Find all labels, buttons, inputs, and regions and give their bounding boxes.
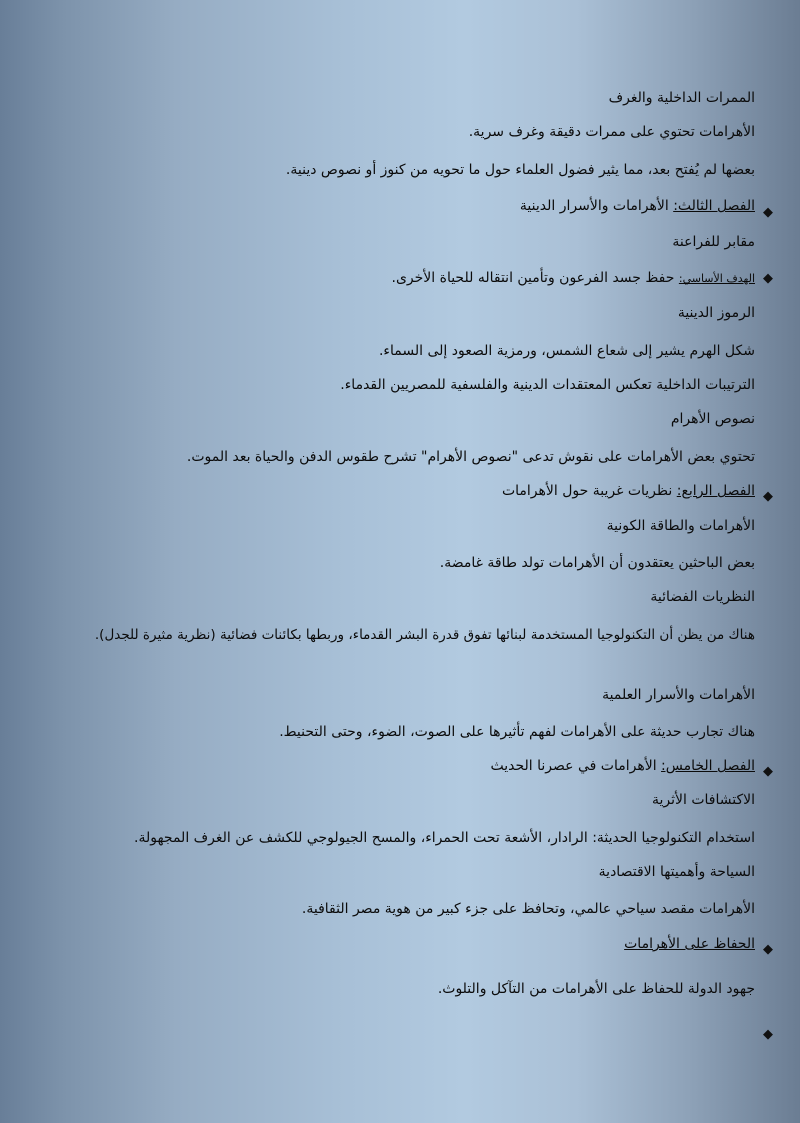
- chapter-heading-text: نظريات غريبة حول الأهرامات: [501, 483, 677, 499]
- main-goal-line: [55, 265, 755, 292]
- preservation-heading-label: الحفاظ على الأهرامات: [624, 936, 755, 952]
- main-goal-text: حفظ جسد الفرعون وتأمين انتقاله للحياة الأخرى.: [391, 270, 679, 286]
- chapter-heading-five: [55, 753, 755, 779]
- chapter-heading-label: الفصل الخامس:: [661, 758, 755, 774]
- chapter-heading-text: الأهرامات والأسرار الدينية: [519, 198, 674, 214]
- diamond-bullet-icon: [763, 492, 773, 502]
- section-heading-preservation: [55, 931, 755, 957]
- main-goal-label: الهدف الأساسي:: [678, 272, 755, 285]
- paragraph-line: الأهرامات تحتوي على ممرات دقيقة وغرف سرية.: [468, 124, 755, 140]
- paragraph-line: بعض الباحثين يعتقدون أن الأهرامات تولد طاقة غامضة.: [439, 555, 755, 571]
- section-title-pyramid-texts: نصوص الأهرام: [670, 411, 755, 427]
- chapter-heading-label: الفصل الثالث:: [673, 198, 755, 214]
- section-title-cosmic-energy: الأهرامات والطاقة الكونية: [606, 518, 755, 534]
- diamond-bullet-icon: [763, 208, 773, 218]
- diamond-bullet-icon: [763, 945, 773, 955]
- section-title-discoveries: الاكتشافات الأثرية: [651, 792, 755, 808]
- paragraph-line: استخدام التكنولوجيا الحديثة: الرادار، الأشعة تحت الحمراء، والمسح الجيولوجي للكشف عن الغرف المجهولة.: [134, 830, 755, 846]
- paragraph-line: بعضها لم يُفتح بعد، مما يثير فضول العلماء حول ما تحويه من كنوز أو نصوص دينية.: [285, 162, 755, 178]
- paragraph-line: الأهرامات مقصد سياحي عالمي، وتحافظ على جزء كبير من هوية مصر الثقافية.: [301, 901, 755, 917]
- diamond-bullet-icon: [763, 767, 773, 777]
- section-title-alien-theories: النظريات الفضائية: [650, 589, 755, 605]
- chapter-heading-four: [55, 478, 755, 504]
- section-title-tourism: السياحة وأهميتها الاقتصادية: [598, 864, 755, 880]
- paragraph-line: الترتيبات الداخلية تعكس المعتقدات الدينية والفلسفية للمصريين القدماء.: [340, 377, 755, 393]
- paragraph-multiline: هناك من يظن أن التكنولوجيا المستخدمة لبنائها تفوق قدرة البشر القدماء، وربطها بكائنات فضائية (نظرية مثيرة للجدل).: [94, 627, 755, 643]
- diamond-bullet-icon: [763, 274, 773, 284]
- section-title-corridors: الممرات الداخلية والغرف: [608, 90, 755, 106]
- chapter-heading-three: [55, 193, 755, 219]
- paragraph-line: هناك تجارب حديثة على الأهرامات لفهم تأثيرها على الصوت، الضوء، وحتى التحنيط.: [279, 724, 755, 740]
- diamond-bullet-icon: [763, 1030, 773, 1040]
- paragraph-line: جهود الدولة للحفاظ على الأهرامات من التآكل والتلوث.: [437, 981, 755, 997]
- section-title-religious-symbols: الرموز الدينية: [677, 305, 755, 321]
- paragraph-line: تحتوي بعض الأهرامات على نقوش تدعى "نصوص الأهرام" تشرح طقوس الدفن والحياة بعد الموت.: [186, 449, 755, 465]
- chapter-heading-label: الفصل الرابع:: [676, 483, 755, 499]
- chapter-heading-text: الأهرامات في عصرنا الحديث: [490, 758, 662, 774]
- section-title-tombs: مقابر للفراعنة: [672, 234, 755, 250]
- section-title-scientific-secrets: الأهرامات والأسرار العلمية: [602, 687, 755, 703]
- paragraph-line: شكل الهرم يشير إلى شعاع الشمس، ورمزية الصعود إلى السماء.: [378, 343, 755, 359]
